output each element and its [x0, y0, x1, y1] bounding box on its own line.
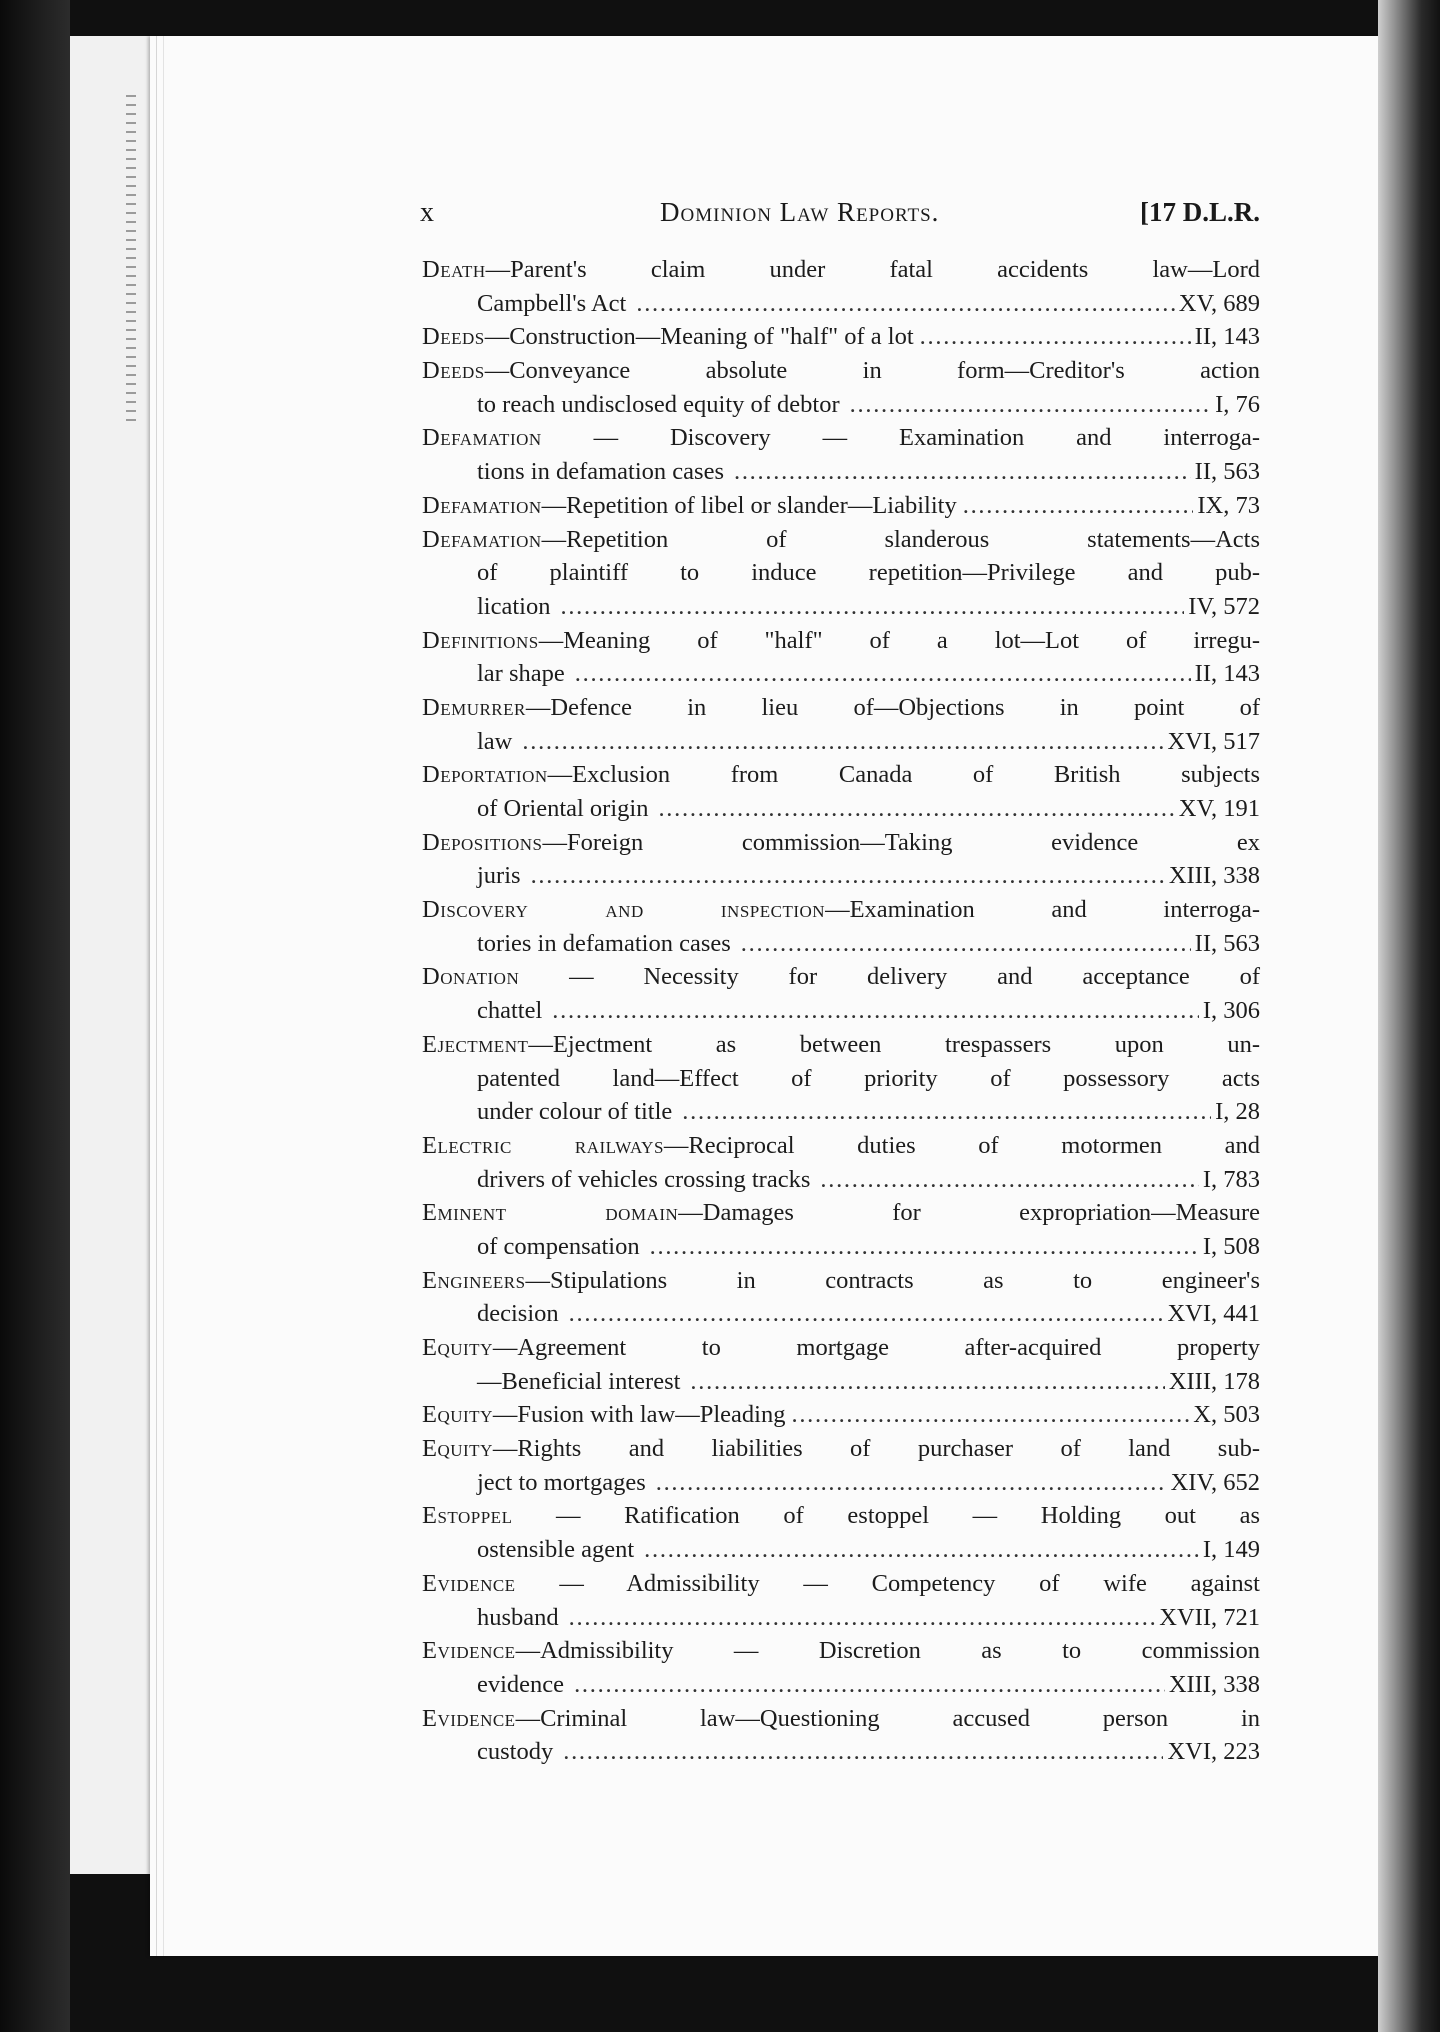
- entry-subject: —Parent's claim under fatal accidents law—Lord: [485, 256, 1260, 283]
- leader-dots: [569, 1297, 1164, 1331]
- entry-heading: Electric railways: [422, 1131, 664, 1159]
- index-entry: [422, 624, 1260, 691]
- index-entry: [422, 1129, 1260, 1196]
- entry-heading: Engineers: [422, 1266, 526, 1294]
- entry-line: [422, 758, 1260, 792]
- volume-page-reference: XIII, 338: [1168, 1670, 1260, 1698]
- entry-line: [422, 725, 1260, 759]
- index-entry: [422, 523, 1260, 624]
- entry-line: [422, 1331, 1260, 1365]
- entry-subject: ject to mortgages: [477, 1468, 646, 1496]
- entry-heading: Equity: [422, 1401, 493, 1429]
- index-entry: [422, 826, 1260, 893]
- leader-dots: [690, 1365, 1164, 1399]
- index-entry: [422, 1398, 1260, 1432]
- entry-heading: Estoppel: [422, 1502, 513, 1530]
- leader-dots: [963, 489, 1194, 523]
- volume-page-reference: I, 149: [1202, 1536, 1260, 1564]
- volume-page-reference: XVII, 721: [1159, 1603, 1260, 1631]
- volume-page-reference: I, 76: [1215, 390, 1260, 418]
- volume-page-reference: XVI, 517: [1167, 727, 1260, 755]
- journal-title: Dominion Law Reports.: [660, 197, 940, 227]
- index-entry: [422, 253, 1260, 320]
- leader-dots: [850, 388, 1211, 422]
- entry-subject: drivers of vehicles crossing tracks: [477, 1165, 811, 1193]
- entry-subject: —Repetition of slanderous statements—Acts: [541, 525, 1260, 553]
- leader-dots: [563, 1735, 1163, 1769]
- index-entry: [422, 421, 1260, 488]
- entry-heading: Demurrer: [422, 693, 526, 721]
- entry-line: [422, 1601, 1260, 1635]
- index-entry: [422, 354, 1260, 421]
- entry-line: [422, 421, 1260, 455]
- right-background: [1378, 0, 1440, 2032]
- entry-heading: Discovery and inspection: [422, 896, 826, 924]
- volume-page-reference: XVI, 441: [1167, 1300, 1260, 1328]
- entry-heading: Defamation: [422, 424, 542, 452]
- volume-page-reference: II, 143: [1194, 323, 1260, 351]
- index-entry: [422, 1432, 1260, 1499]
- entry-line: [422, 1062, 1260, 1096]
- index-entry: [422, 960, 1260, 1027]
- index-entry: [422, 758, 1260, 825]
- entry-subject: lar shape: [477, 660, 565, 688]
- entry-line: [422, 826, 1260, 860]
- entry-heading: Evidence: [422, 1569, 516, 1597]
- index-entry: [422, 691, 1260, 758]
- index-entry: [422, 489, 1260, 523]
- entry-heading: Equity: [422, 1334, 493, 1361]
- entry-subject: —Foreign commission—Taking evidence ex: [542, 828, 1260, 856]
- entry-subject: decision: [477, 1300, 559, 1328]
- entry-line: [422, 1095, 1260, 1129]
- index-entry: [422, 1264, 1260, 1331]
- leader-dots: [522, 725, 1163, 759]
- entry-line: [422, 590, 1260, 624]
- page-number: x: [420, 197, 434, 228]
- entry-subject: chattel: [477, 997, 543, 1025]
- entry-subject: —Conveyance absolute in form—Creditor's action: [484, 357, 1260, 385]
- index-entry: [422, 320, 1260, 354]
- leader-dots: [741, 927, 1191, 961]
- entry-line: [422, 859, 1260, 893]
- entry-line: [422, 354, 1260, 388]
- volume-page-reference: IV, 572: [1188, 592, 1260, 620]
- entry-line: [422, 320, 1260, 354]
- entry-line: [422, 624, 1260, 658]
- entry-line: [422, 792, 1260, 826]
- index-entry: [422, 1331, 1260, 1398]
- entry-subject: juris: [477, 862, 521, 890]
- entry-subject: — Discovery — Examination and interroga-: [541, 424, 1260, 452]
- index-entry: [422, 1634, 1260, 1701]
- volume-page-reference: II, 563: [1194, 929, 1260, 957]
- entry-subject: — Admissibility — Competency of wife against: [515, 1569, 1260, 1597]
- volume-page-reference: XIV, 652: [1170, 1468, 1260, 1496]
- entry-line: [422, 893, 1260, 927]
- running-header: [420, 197, 1260, 231]
- entry-line: [422, 1702, 1260, 1736]
- entry-line: [422, 691, 1260, 725]
- binding-edge: [126, 95, 136, 425]
- entry-subject: — Ratification of estoppel — Holding out as: [512, 1502, 1260, 1530]
- volume-page-reference: II, 563: [1194, 458, 1260, 486]
- leader-dots: [569, 1601, 1156, 1635]
- entry-line: [422, 523, 1260, 557]
- leader-dots: [575, 657, 1191, 691]
- entry-line: [422, 388, 1260, 422]
- leader-dots: [920, 320, 1191, 354]
- entry-subject: —Defence in lieu of—Objections in point of: [525, 693, 1260, 721]
- entry-subject: —Meaning of "half" of a lot—Lot of irregu-: [538, 626, 1260, 654]
- volume-page-reference: XIII, 178: [1168, 1367, 1260, 1395]
- entry-subject: patented land—Effect of priority of possessory acts: [477, 1064, 1260, 1092]
- leader-dots: [682, 1095, 1211, 1129]
- entry-line: [422, 994, 1260, 1028]
- entry-heading: Depositions: [422, 828, 543, 856]
- volume-page-reference: IX, 73: [1197, 491, 1260, 519]
- entry-heading: Defamation: [422, 525, 542, 553]
- entry-subject: custody: [477, 1738, 554, 1766]
- entry-subject: —Fusion with law—Pleading: [492, 1401, 786, 1429]
- volume-page-reference: I, 508: [1202, 1232, 1260, 1260]
- entry-subject: husband: [477, 1603, 559, 1631]
- entry-line: [422, 1634, 1260, 1668]
- entry-line: [422, 960, 1260, 994]
- entry-subject: to reach undisclosed equity of debtor: [477, 390, 840, 418]
- entry-line: [422, 1499, 1260, 1533]
- entry-subject: Campbell's Act: [477, 289, 627, 317]
- entry-line: [422, 1163, 1260, 1197]
- entry-heading: Equity: [422, 1435, 493, 1463]
- entry-subject: —Construction—Meaning of "half" of a lot: [484, 323, 914, 351]
- volume-page-reference: I, 28: [1215, 1098, 1260, 1126]
- entry-subject: of compensation: [477, 1232, 640, 1260]
- left-background: [0, 0, 70, 2032]
- entry-heading: Defamation: [422, 491, 542, 519]
- leader-dots: [734, 455, 1191, 489]
- index-entry: [422, 1196, 1260, 1263]
- entry-text: [422, 320, 914, 354]
- entry-line: [422, 287, 1260, 321]
- entry-line: [422, 1533, 1260, 1567]
- entry-line: [422, 1297, 1260, 1331]
- entry-subject: lication: [477, 592, 551, 620]
- entry-line: [422, 1398, 1260, 1432]
- entry-text: [422, 1398, 785, 1432]
- entry-heading: Definitions: [422, 626, 539, 654]
- volume-label: [17 D.L.R.: [1140, 197, 1260, 227]
- entry-line: [422, 1567, 1260, 1601]
- entry-line: [422, 1735, 1260, 1769]
- page-gutter-line: [156, 36, 164, 1956]
- entry-heading: Evidence: [422, 1704, 516, 1732]
- entry-heading: Eminent domain: [422, 1199, 679, 1227]
- entry-line: [422, 1129, 1260, 1163]
- entry-subject: —Examination and interroga-: [825, 896, 1261, 924]
- volume-page-reference: I, 306: [1202, 997, 1260, 1025]
- leader-dots: [658, 792, 1174, 826]
- entry-heading: Deeds: [422, 323, 485, 351]
- volume-page-reference: XVI, 223: [1167, 1738, 1260, 1766]
- entry-subject: tions in defamation cases: [477, 458, 724, 486]
- volume-page-reference: XV, 191: [1178, 795, 1260, 822]
- entry-line: [422, 556, 1260, 590]
- entry-line: [422, 1432, 1260, 1466]
- entry-line: [422, 1466, 1260, 1500]
- entry-line: [422, 1365, 1260, 1399]
- entry-line: [422, 253, 1260, 287]
- leader-dots: [644, 1533, 1199, 1567]
- entry-line: [422, 927, 1260, 961]
- leader-dots: [552, 994, 1199, 1028]
- entry-subject: of Oriental origin: [477, 795, 649, 822]
- entry-subject: —Beneficial interest: [477, 1367, 681, 1395]
- entry-subject: —Damages for expropriation—Measure: [678, 1199, 1260, 1227]
- entry-subject: —Criminal law—Questioning accused person in: [515, 1704, 1260, 1732]
- leader-dots: [650, 1230, 1199, 1264]
- leader-dots: [636, 287, 1174, 321]
- entry-subject: ostensible agent: [477, 1536, 635, 1564]
- index-entry: [422, 893, 1260, 960]
- entry-line: [422, 1196, 1260, 1230]
- entry-heading: Donation: [422, 963, 520, 991]
- entry-subject: evidence: [477, 1670, 565, 1698]
- leader-dots: [531, 859, 1165, 893]
- leader-dots: [560, 590, 1184, 624]
- volume-page-reference: II, 143: [1194, 660, 1260, 688]
- entry-subject: —Ejectment as between trespassers upon un-: [528, 1030, 1260, 1058]
- index-entry: [422, 1028, 1260, 1129]
- entry-subject: law: [477, 727, 513, 755]
- volume-page-reference: I, 783: [1202, 1165, 1260, 1193]
- index-entry: [422, 1567, 1260, 1634]
- entry-line: [422, 489, 1260, 523]
- leader-dots: [820, 1163, 1198, 1197]
- entry-heading: Deeds: [422, 357, 485, 385]
- entry-line: [422, 455, 1260, 489]
- entry-line: [422, 1230, 1260, 1264]
- entry-subject: —Rights and liabilities of purchaser of land sub-: [492, 1435, 1260, 1463]
- index-entry: [422, 1499, 1260, 1566]
- entry-subject: —Repetition of libel or slander—Liability: [541, 491, 957, 519]
- entry-line: [422, 1264, 1260, 1298]
- entry-subject: —Stipulations in contracts as to engineer's: [525, 1266, 1260, 1294]
- entry-subject: —Exclusion from Canada of British subjects: [547, 761, 1260, 789]
- entry-line: [422, 1028, 1260, 1062]
- index-entry: [422, 1702, 1260, 1769]
- leader-dots: [656, 1466, 1167, 1500]
- entry-line: [422, 1668, 1260, 1702]
- entry-subject: —Agreement to mortgage after-acquired property: [492, 1334, 1260, 1361]
- entry-heading: Evidence: [422, 1637, 516, 1665]
- volume-page-reference: X, 503: [1193, 1401, 1260, 1429]
- entry-subject: —Admissibility — Discretion as to commission: [515, 1637, 1260, 1665]
- entry-subject: —Reciprocal duties of motormen and: [663, 1131, 1260, 1159]
- entry-subject: of plaintiff to induce repetition—Privilege and pub-: [477, 559, 1260, 587]
- entry-heading: Ejectment: [422, 1030, 529, 1058]
- index-entries: [422, 253, 1260, 1769]
- entry-line: [422, 657, 1260, 691]
- volume-page-reference: XV, 689: [1178, 289, 1260, 317]
- entry-text: [422, 489, 957, 523]
- leader-dots: [574, 1668, 1165, 1702]
- entry-subject: under colour of title: [477, 1098, 673, 1126]
- entry-heading: Deportation: [422, 761, 548, 789]
- entry-subject: — Necessity for delivery and acceptance of: [519, 963, 1260, 991]
- entry-subject: tories in defamation cases: [477, 929, 731, 957]
- entry-heading: Death: [422, 256, 486, 283]
- leader-dots: [791, 1398, 1189, 1432]
- volume-page-reference: XIII, 338: [1168, 862, 1260, 890]
